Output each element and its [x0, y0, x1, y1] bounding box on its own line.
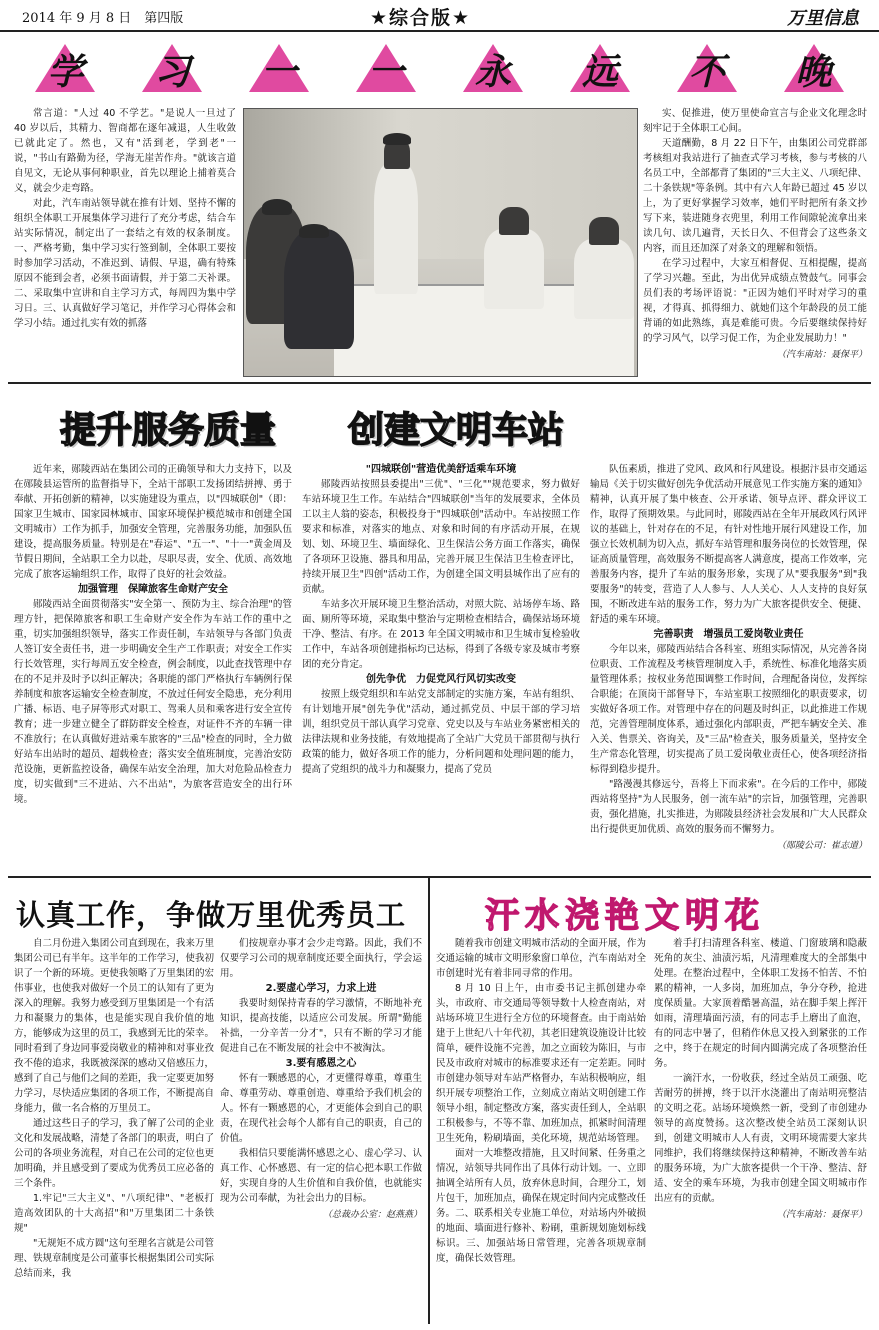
byline: （郧陵公司：崔志道） — [776, 841, 867, 851]
paragraph: 我相信只要能满怀感恩之心、虚心学习、认真工作、心怀感恩、有一定的信心把本职工作做好，实现自身的人生价值和自我价值，也就能实现为公司奉献，为社会出力的目标。 — [220, 1148, 422, 1204]
subheading: 创先争优 力促党风行风切实改变 — [366, 674, 516, 685]
article-sweat-column-2 — [654, 936, 867, 1324]
headline-service-quality — [30, 397, 850, 457]
byline: （总裁办公室：赵燕燕） — [322, 1210, 422, 1220]
paragraph: 郧陵西站全面贯彻落实"安全第一、预防为主、综合治理"的管理方针，把保障旅客和职工生命财产安全作为车站工作的重中之重，切实加强组织领导，落实工作责任制，车站领导与各部门负责人签订安全责任书，进一步明确安全生产工作职责；对安全工作实行长效管理，实行每周五安全检查，例会制度，以此查找管理中存在的不足并及时予以纠正解决；各职能的部门严格执行车辆例行保养制度和旅客运输安全检查制度，不放过任何安全隐患，充分利用广播、标语、电子屏等形式对职工、驾乘人员和乘客进行安全宣传教育；进一步建立健全了群防群安全检查，对证件不齐的车辆一律不准放行；在认真做好进站乘车旅客的"三品"检查的同时，全力做好站车出站时的超员、超载检查；落实安全值班制度，完善治安防范设施，更新监控设备，确保车站安全治理，加大对危险品检查力度，切实做到"三不进站、六不出站"，为旅客营造安全的出行环境。 — [14, 599, 292, 805]
article-station-column-3 — [590, 462, 867, 872]
paragraph: 今年以来，郧陵西站结合各科室、班组实际情况，从完善各岗位职责、工作流程及考核管理制度入手，系统性、标准化地落实质量管理体系；按权业务范围调整工作时间，合理配备岗位，发挥综合职能；在顶岗干部督导下，车站室职工按照细化的职责要求，切实做好各项工作。对管理中存在的问题及时纠正，以此推进工作规范，完善管理制度体系，通过强化内部职责，严把车辆安全关、准入关、售票关、咨询关，及"三品"检查关，服务质量关，坚持安全生产常态化管理，切实提高了员工爱岗敬业责任心，使各项经济指标得到稳步提升。 — [590, 644, 867, 775]
paragraph: 按照上级党组织和车站党支部制定的实施方案，车站有组织、有计划地开展"创先争优"活动，通过抓党员、中层干部的学习培训，组织党员干部认真学习党章、党史以及与车站业务紧密相关的法律法规和业务技能，有效地提高了全站广大党员干部贯彻与执行政策的能力，做好各项工作的能力，分析问题和处理问题的能力，提高了党组织的战斗力和凝聚力，提高了党员 — [302, 689, 580, 775]
headline-char: 永 — [453, 40, 533, 98]
article-station-column-1 — [14, 462, 292, 872]
paragraph: 郧陵西站按照县委提出"三优"、"三化""规范要求，努力做好车站环境卫生工作。车站结合"四城联创"当年的发展要求，全体员工以主人翁的姿态，积极投身于"四城联创"活动中。车站按照工作要求和标准，对落实的地点、对象和时间的有序活动开展，在规划、划、环境卫生、墙面绿化、卫生保洁公务方面工作落实，确保了各项环卫设施、器具和用品，完善开展卫生保洁卫生检查评比，持续开展卫生"四创"活动工作，为创建全国文明县城作出了应有的贡献。 — [302, 479, 580, 595]
paragraph: 8 月 10 日上午，由市委书记主抓创建办牵头，市政府、市交通局等领导数十人检查南站，对站场环境卫生进行全方位的环境督查。由于南站始建于上世纪八十年代初，其老旧建筑设施设计比较简单，硬件设施不完善，加之立面较为陈旧，与市民及市政府对城市的标准要求还有一定差距。同时市创建办领导对车站严格督办，车站积极响应，组织开展专项整治工作，立刻成立南站文明创建工作领导小组，制定整改方案，落实责任到人，全站职工积极参与，不等不靠、加班加点，抓紧时间清理卫生死角，粉刷墙面，美化环境，规范站场管理。 — [436, 983, 646, 1144]
subheading: 加强管理 保障旅客生命财产安全 — [78, 584, 228, 595]
paragraph: 1.牢记"三大主义"、"八项纪律"、"老板打造高效团队的十大高招"和"万里集团二十条铁规" — [14, 1193, 214, 1234]
paragraph: 车站多次开展环境卫生整治活动，对照大院、站场停车场、路面、厕所等环境，采取集中整治与定期检查相结合，确保站场环境干净、整洁、有序。在 2013 年全国文明城市和卫生城市复检验收工作中，车站各项创建指标均已达标，得到了各级专家及城市考察团的充分肯定。 — [302, 599, 580, 670]
paragraph: 对此，汽车南站领导就在推有计划、坚持不懈的组织全体职工开展集体学习进行了充分考虑，结合车站实际情况，制定出了一套结之有效的权条制度。一、严格考勤，集中学习实行签到制，全体职工要按时参加学习活动，不准迟到、请假、早退，确有特殊原因不能到会者，必须书面请假，并于第二天补课。二、采取集中宣讲和自主学习方式，每周四为集中学习日。三、认真做好学习笔记，并作学习心得体会和学习小结。通过扎实有效的抓落 — [14, 198, 236, 329]
paragraph: 队伍素质，推进了党风、政风和行风建设。根据汴县市交通运输局《关于切实做好创先争优活动开展意见工作实施方案的通知》精神，认真开展了集中核查、公开承诺、领导点评、群众评议工作，取得了预期效果。与此同时，郧陵西站在全年开展政风行风评议的基础上，针对存在的不足，有针对性地开展行风建设工作，加强立长效机制为切入点，抓好车站管理和服务岗位的长效管理，保证高质量管理，高效服务不断提高客人满意度，提高工作效率，完善服务内容，提升了车站的服务形象，实现了从"要我服务"到"我要服务"的转变，营造了人人参与、人人关心、人人支持的良好氛围，不断改进车站的服务工作，努力为广大旅客提供安全、便捷、舒适的乘车环境。 — [590, 464, 867, 625]
headline-char: 远 — [560, 40, 640, 98]
paragraph: 通过这些日子的学习，我了解了公司的企业文化和发展战略，清楚了各部门的职责，明白了公司的各项业务流程，对自己在公司的定位也更加明确，并且感受到了要成为优秀员工应必备的三个条件。 — [14, 1118, 214, 1189]
column-divider — [428, 878, 430, 1324]
article-learning-left-column — [14, 106, 236, 374]
paragraph: 怀有一颗感恩的心，才更懂得尊重，尊重生命、尊重劳动、尊重创造、尊重给予我们机会的人。怀有一颗感恩的心，才更能体会到自己的职责，在现代社会每个人都有自己的职责，自己的价值。 — [220, 1073, 422, 1144]
paragraph: 实、促推进，使万里使命宣言与企业文化理念时刻牢记于全体职工心间。 — [643, 108, 867, 134]
paragraph: 着手打扫清理各科室、楼道、门窗玻璃和隐蔽死角的灰尘、油渍污垢，凡清理难度大的全部集中处理。在整治过程中，全体职工发扬不怕苦、不怕累的精神，一人多岗，加班加点，争分夺秒，抢进度保质量。大家顶着酷暑高温，站在脚手架上挥汗如雨，清理墙面污渍，有的同志手上磨出了血泡，有的同志中暑了，但稍作休息又投入到紧张的工作之中，终于在规定的时间内圆满完成了各项整治任务。 — [654, 938, 867, 1069]
paragraph: 我要时刻保持青春的学习激情，不断地补充知识，提高技能，以适应公司发展。所谓"勤能补拙，一分辛苦一分才"，只有不断的学习才能促进自己在不断发展的社会中不被淘汰。 — [220, 998, 422, 1054]
headline-right: 创建文明车站 — [348, 409, 565, 451]
article-learning-right-column — [643, 106, 867, 376]
subheading: 2.要虚心学习，力求上进 — [265, 983, 377, 994]
paragraph: 们按规章办事才会少走弯路。因此，我们不仅要学习公司的规章制度还要全面执行，学会运用。 — [220, 938, 422, 979]
headline-left: 提升服务质量 — [60, 409, 277, 451]
paragraph: 常言道："人过 40 不学艺。"是说人一旦过了 40 岁以后，其精力、智商都在逐年减退，人生收敛已就此定了。然也，又有"活到老，学到老"一说，"书山有路勤为径，学海无崖苦作舟。"就该言道自见文，无论从事何种职业，首先以理论上捕着莫合义，就会少走弯路。 — [14, 108, 236, 194]
section-title: ★综合版★ — [370, 7, 472, 29]
section-divider — [8, 876, 871, 878]
subheading: 3.要有感恩之心 — [285, 1058, 357, 1069]
article-employee-column-1 — [14, 936, 214, 1324]
paragraph: 天道酬勤，8 月 22 日下午，由集团公司党群部考核组对我站进行了抽查式学习考核，参与考核的八名员工中，全部都背了集团的"三大主义、八项纪律、二十条铁规"等条例。其中有六人年龄已超过 45 岁以上，为了更好掌握学习效率，她们平时把所有条文抄写下来，装进随身衣兜里，利用工作间隙轮流拿出来读几句、读几遍背，天长日久、不但背会了这些条文内容，而且还加深了对条文的理解和领悟。 — [643, 138, 867, 254]
masthead — [0, 0, 879, 32]
paragraph: 面对一大堆整改措施，且又时间紧、任务重之情况，站领导共同作出了具体行动计划。一、立即抽调全站所有人员，放弃休息时间，合理分工，划片包干，加班加点，确保在规定时间内完成整改任务。二、联系相关专业施工单位，对站场内外破损的地面、墙面进行修补、粉刷，重新规划施划标线标识。三、加强站场日常管理，完善各项规章制度，确保长效管理。 — [436, 1148, 646, 1264]
paragraph: 自二月份进入集团公司直到现在，我来万里集团公司已有半年。这半年的工作学习，使我初识了一个新的环境。更使我领略了万里集团的宏伟事业，也使我对做好一个员工的认知有了更为深入的理解。我努力感受到万里集团是一个有活力和凝聚力的集体，也是能实现自我价值的地方，能够成为这里的员工，我感到无比的荣幸。同时看到了身边同事爱岗敬业的精神和对事业孜孜不倦的追求，我既被深深的感动又倍感压力，感到了自己与他们之间的差距，我一定要更加努力学习，尽快适应集团的各项工作，不断提高自身能力，做一名合格的万里员工。 — [14, 938, 214, 1114]
headline-char: 学 — [25, 40, 105, 98]
headline-char: 晚 — [774, 40, 854, 98]
article-employee-column-2 — [220, 936, 422, 1324]
paper-name: 万里信息 — [787, 8, 859, 29]
subheading: "四城联创"营造优美舒适乘车环境 — [365, 464, 517, 475]
staff-study-photo — [243, 108, 638, 377]
headline-learning — [12, 40, 867, 98]
paragraph: "路漫漫其修远兮，吾将上下而求索"。在今后的工作中，郧陵西站将坚持"为人民服务，创一流车站"的宗旨，加强管理，完善职责，强化措施，扎实推进，为郧陵县经济社会发展和广大人民群众出行提供更加优质、高效的服务而不懈努力。 — [590, 779, 867, 835]
byline: （汽车南站：聂保平） — [776, 350, 867, 360]
headline-char: 一 — [239, 40, 319, 98]
issue-date: 2014 年 9 月 8 日 第四版 — [22, 11, 184, 26]
paragraph: 近年来，郧陵西站在集团公司的正确领导和大力支持下，以及在郧陵县运管所的监督指导下，全站干部职工发扬团结拼搏、勇于奉献、开拓创新的精神，以实施建设为重点，以"四城联创"（即：国家卫生城市、国家园林城市、国家环境保护模范城市和创建全国文明城市）工作为抓手，加强安全管理，完善服务功能，加强队伍建设，提高服务质量。特别是在"春运"、"五一"、"十一"黄金周及节假日期间，全站职工全力以赴，尽职尽责，安全、优质、高效地完成了旅客运输组织工作，取得了良好的社会效益。 — [14, 464, 292, 580]
section-divider — [8, 382, 871, 384]
subheading: 完善职责 增强员工爱岗敬业责任 — [653, 629, 804, 640]
paragraph: 在学习过程中，大家互相督促、互相提醒，提高了学习兴趣。至此，为出优异成绩点赞鼓气。同事会员们表的考场评语说："正因为她们平时对学习的重视，才得真、抓得细力、就她们这个年龄段的员工能背诵的如此熟练，真是难能可贵。今后要继续保持好的学习风气，以学习促工作，为企业发展助力！" — [643, 258, 867, 344]
paragraph: "无规矩不成方圆"这句至理名言就是公司管理、铁规章制度是公司董事长根据集团公司实际总结而来，我 — [14, 1238, 214, 1279]
article-sweat-column-1 — [436, 936, 646, 1324]
headline-char: 习 — [132, 40, 212, 98]
paragraph: 随着我市创建文明城市活动的全面开展，作为交通运输的城市文明形象窗口单位，汽车南站对全市创建时光有着非同寻常的作用。 — [436, 938, 646, 979]
headline-good-employee: 认真工作，争做万里优秀员工 — [16, 898, 407, 932]
headline-sweat-flower: 汗水浇艳文明花 — [485, 896, 765, 936]
article-station-column-2 — [302, 462, 580, 872]
headline-char: 不 — [667, 40, 747, 98]
headline-char: 一 — [346, 40, 426, 98]
byline: （汽车南站：聂保平） — [776, 1210, 867, 1220]
paragraph: 一滴汗水，一份收获，经过全站员工顽强、吃苦耐劳的拼搏，终于以汗水浇灌出了南站明亮整洁的文明之花。站场环境焕然一新，受到了市创建办领导的高度赞扬。这次整改使全站员工深刻认识到，创建文明城市人人有责，文明环境需要大家共同维护，我们将继续保持这种精神，不断改善车站的服务环境，为广大旅客提供一个干净、整洁、舒适、安全的乘车环境，为我市创建全国文明城市作出应有的贡献。 — [654, 1073, 867, 1204]
